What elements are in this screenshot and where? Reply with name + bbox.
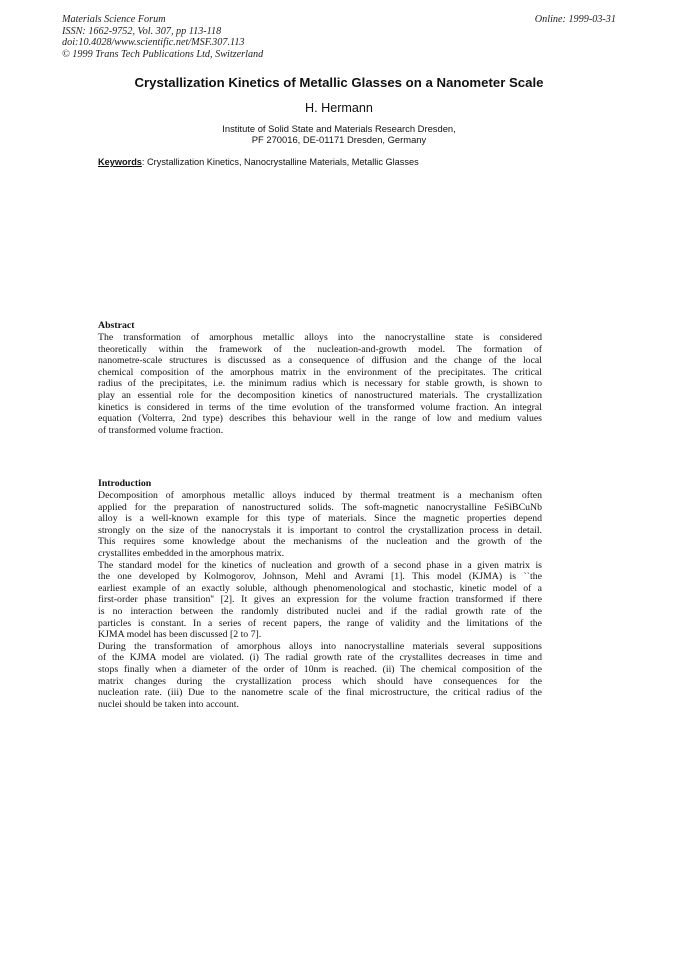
introduction-paragraph-1 [98, 490, 542, 560]
introduction-line: nucleation rate. (iii) Due to the nanometre scale of the final microstructure, the critical radius of the [98, 687, 542, 699]
introduction-line: applied for the preparation of nanostructured solids. The soft-magnetic nanocrystalline FeSiBCuNb [98, 501, 542, 513]
abstract-line: theoretically within the framework of the nucleation-and-growth model. The formation of [98, 343, 542, 355]
introduction-line: stops finally when a diameter of the order of 10nm is reached. (ii) The chemical composition of the [98, 663, 542, 675]
introduction-line: alloy is a well-known example for this type of materials. Since the magnetic properties depend [98, 513, 542, 525]
introduction-line: nuclei should be taken into account. [98, 698, 239, 710]
abstract-heading: Abstract [98, 320, 135, 331]
introduction-line: Decomposition of amorphous metallic alloys induced by thermal treatment is a mechanism often [98, 490, 542, 501]
affiliation-line: Institute of Solid State and Materials Research Dresden, [222, 123, 456, 134]
affiliation-line: PF 270016, DE-01171 Dresden, Germany [251, 134, 427, 146]
introduction-line: matrix changes during the crystallization process which should have consequences for the [98, 675, 542, 687]
paper-author: H. Hermann [305, 101, 373, 115]
journal-citation-block [62, 14, 382, 60]
journal-copyright: © 1999 Trans Tech Publications Ltd, Switzerland [62, 48, 264, 60]
keywords-label: Keywords [98, 157, 142, 167]
introduction-line: KJMA model has been discussed [2 to 7]. [98, 629, 262, 641]
journal-issn: ISSN: 1662-9752, Vol. 307, pp 113-118 [62, 25, 222, 37]
introduction-line: first-order phase transition'' [2]. It gives an expression for the volume fraction transformed if there [98, 594, 542, 606]
paper-title: Crystallization Kinetics of Metallic Glasses on a Nanometer Scale [134, 75, 544, 90]
introduction-heading: Introduction [98, 478, 152, 489]
introduction-paragraph-2 [98, 560, 542, 641]
introduction-section [98, 478, 542, 710]
journal-name: Materials Science Forum [62, 14, 166, 25]
abstract-section [98, 320, 542, 436]
introduction-line: particles is constant. In a series of recent papers, the range of validity and the limitations of the [98, 617, 542, 629]
abstract-line: equation (Volterra, 2nd type) describes this behaviour well in the range of low and medium values [98, 413, 542, 425]
abstract-line: nanometre-scale structures is discussed as a consequence of diffusion and the change of the local [98, 355, 542, 367]
introduction-line: During the transformation of amorphous alloys into nanocrystalline materials several suppositions [98, 640, 542, 652]
introduction-line: earliest example of an exactly soluble, although phenomenological and stochastic, kinetic model of a [98, 582, 542, 594]
introduction-line: of the KJMA model are violated. (i) The radial growth rate of the crystallites decreases in time and [98, 652, 542, 664]
online-date: Online: 1999-03-31 [534, 14, 616, 25]
journal-doi: doi:10.4028/www.scientific.net/MSF.307.113 [62, 37, 245, 49]
abstract-line: The transformation of amorphous metallic alloys into the nanocrystalline state is considered [98, 332, 542, 343]
introduction-line: crystallites embedded in the amorphous matrix. [98, 547, 285, 559]
introduction-paragraph-3 [98, 641, 542, 711]
introduction-line: This requires some knowledge about the mechanisms of the nucleation and the growth of the [98, 536, 542, 548]
abstract-line: play an essential role for the decomposition kinetics of nanostructured materials. The crystallization [98, 389, 542, 401]
introduction-line: is no interaction between the randomly distributed nuclei and if the radial growth rate of the [98, 605, 542, 617]
introduction-line: strongly on the size of the nanocrystals it is important to control the crystallization process in detail. [98, 524, 542, 536]
abstract-line: of transformed volume fraction. [98, 424, 224, 436]
abstract-line: kinetics is considered in terms of the time evolution of the transformed volume fraction. An integral [98, 401, 542, 413]
keywords-text: Crystallization Kinetics, Nanocrystalline Materials, Metallic Glasses [144, 157, 419, 167]
abstract-line: radius of the precipitates, i.e. the minimum radius which is necessary for stable growth, is shown to [98, 378, 542, 390]
author-affiliation [98, 123, 580, 146]
abstract-line: chemical composition of the amorphous matrix in the environment of the precipitates. The critical [98, 366, 542, 378]
keywords-separator: : [141, 157, 145, 167]
keywords-line [98, 157, 578, 168]
introduction-line: the one developed by Kolmogorov, Johnson, Mehl and Avrami [1]. This model (KJMA) is ``the [98, 571, 542, 583]
introduction-line: The standard model for the kinetics of nucleation and growth of a second phase in a given matrix is [98, 559, 542, 571]
